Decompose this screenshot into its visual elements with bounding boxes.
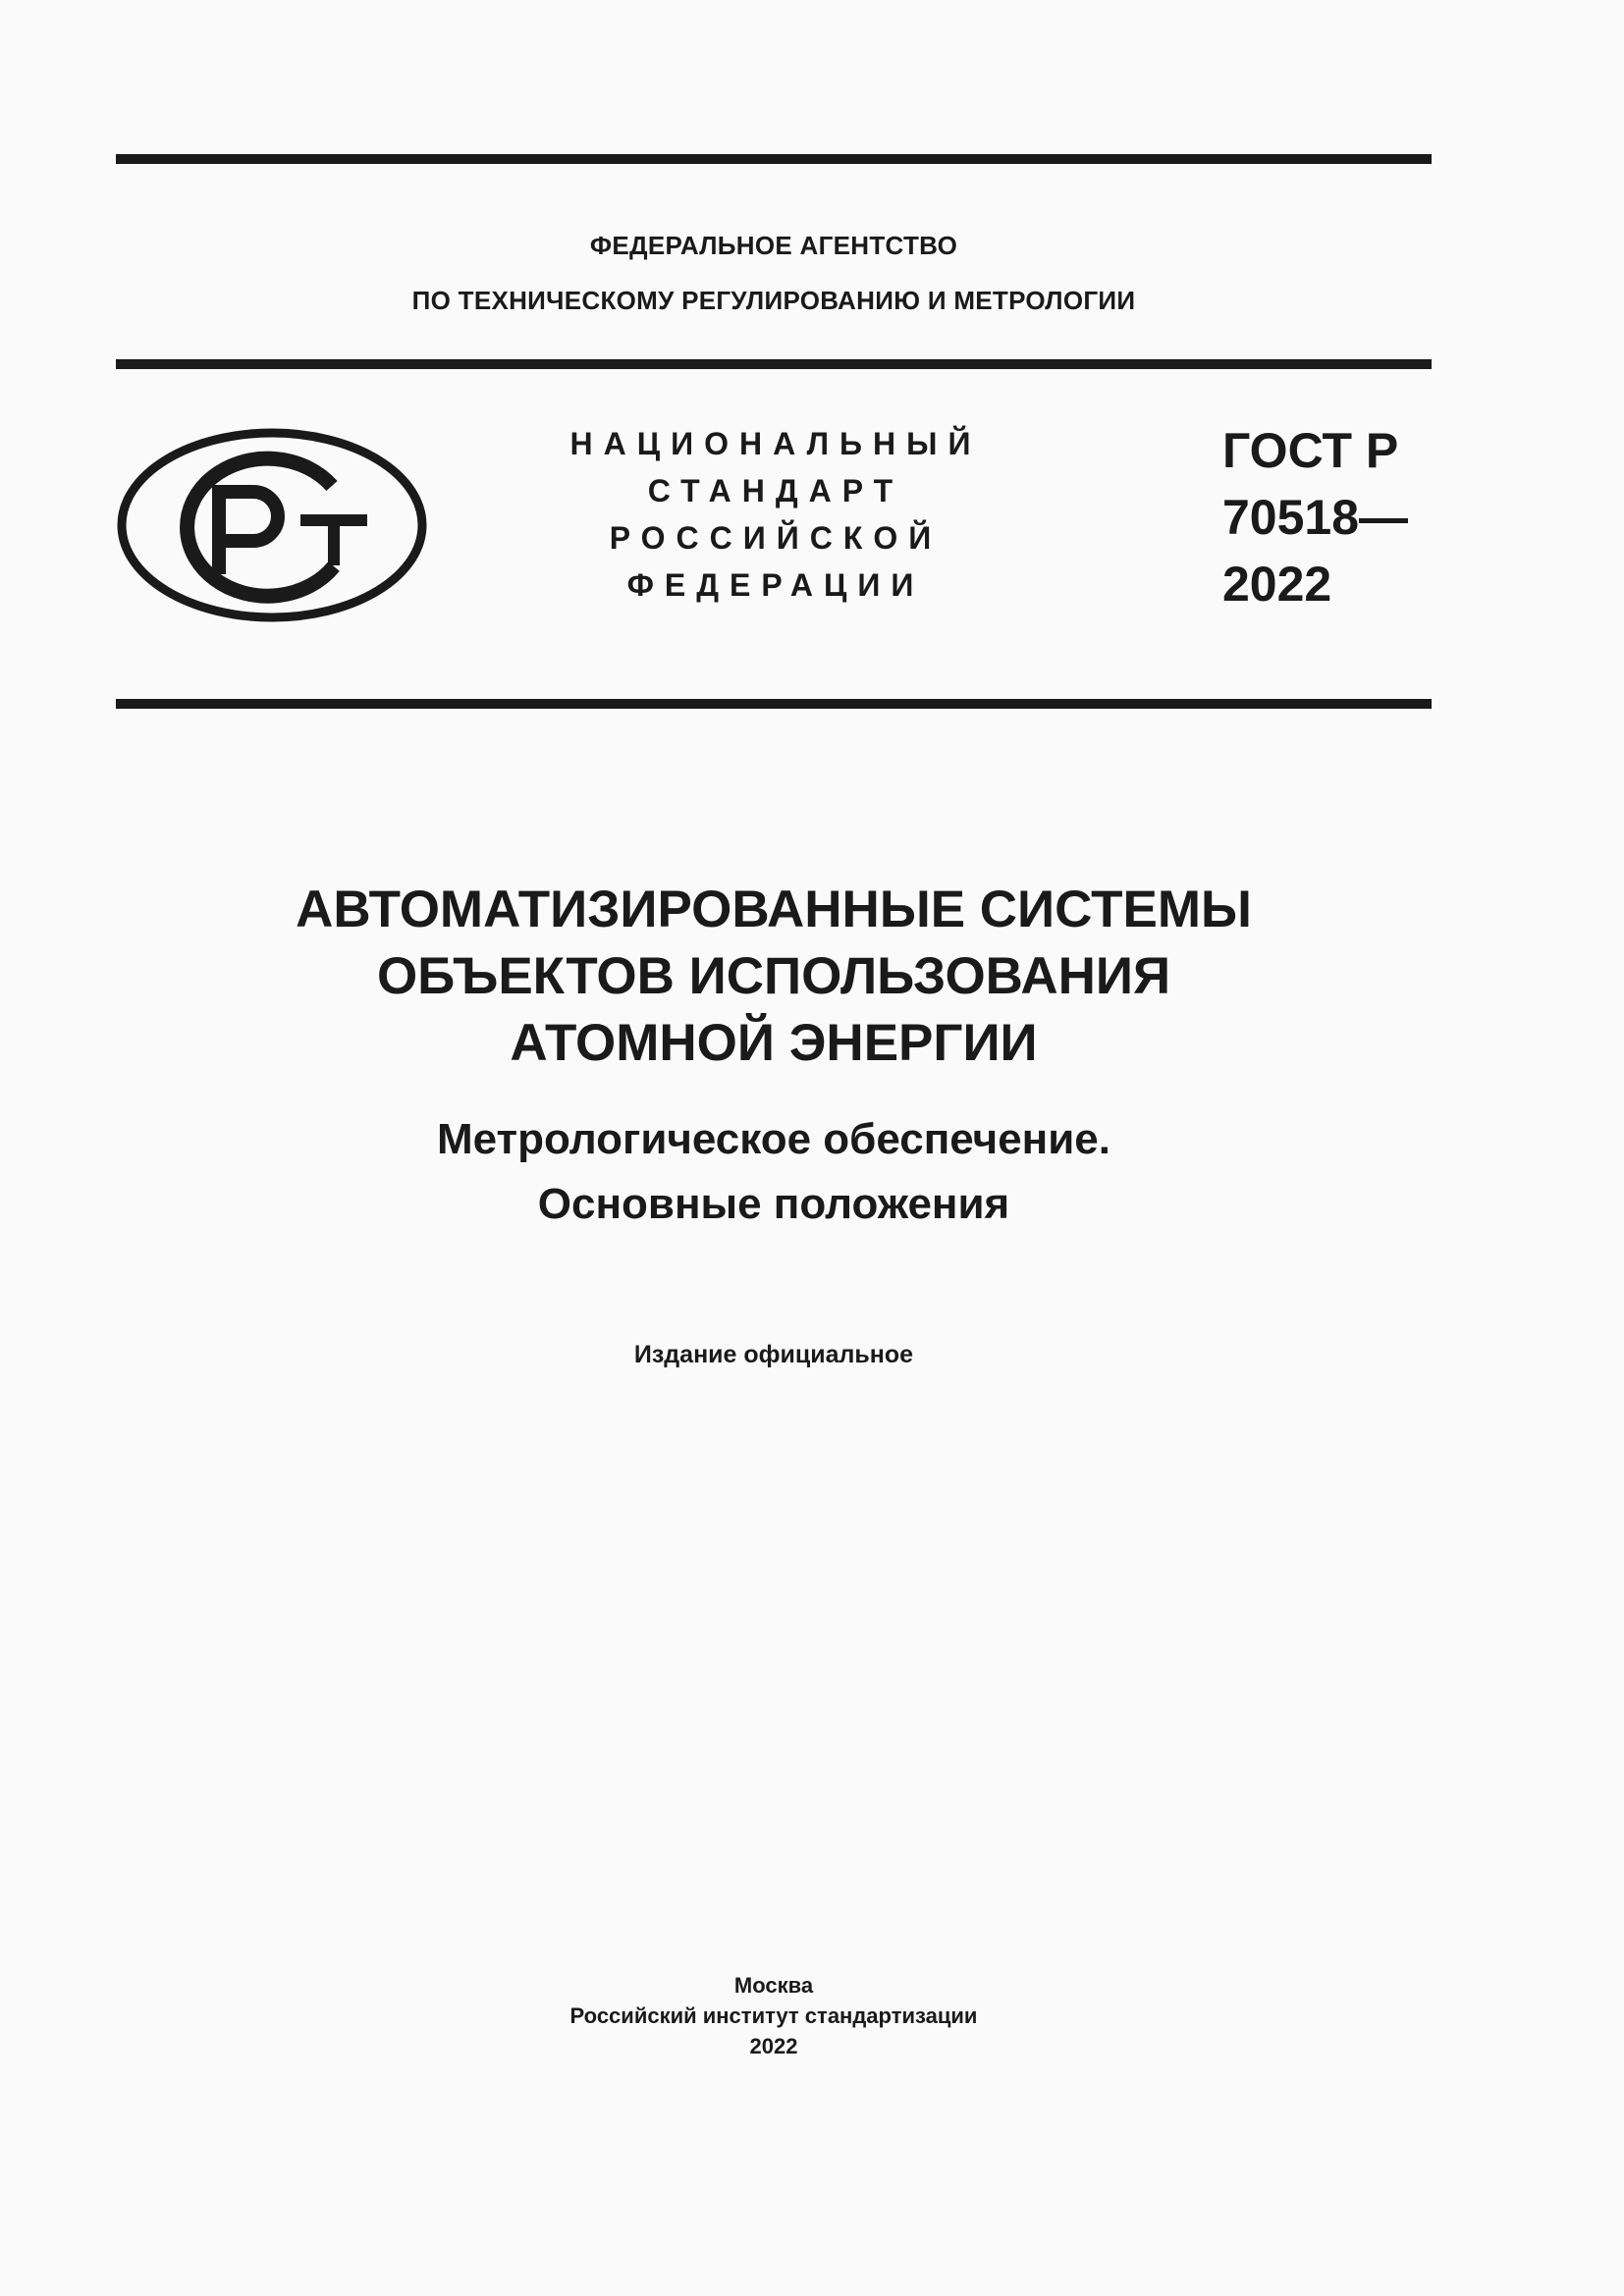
document-subtitle (116, 1107, 1432, 1237)
logo-bottom-rule (116, 699, 1432, 709)
rst-logo-icon (116, 427, 428, 623)
edition-label: Издание официальное (633, 1341, 914, 1368)
subtitle-line-1: Метрологическое обеспечение. (437, 1115, 1110, 1163)
title-line-2: ОБЪЕКТОВ ИСПОЛЬЗОВАНИЯ (376, 947, 1171, 1005)
gost-line-1: ГОСТ Р (1222, 423, 1399, 478)
agency-line-1: ФЕДЕРАЛЬНОЕ АГЕНТСТВО (589, 231, 958, 260)
national-standard-label (530, 420, 1021, 609)
imprint-publisher: Российский институт стандартизации (569, 2003, 978, 2028)
imprint (116, 1970, 1432, 2061)
gost-line-2: 70518— (1222, 490, 1409, 545)
document-title (116, 877, 1432, 1077)
top-rule (116, 154, 1432, 164)
national-standard-line-4: ФЕДЕРАЦИИ (626, 567, 925, 603)
imprint-year: 2022 (749, 2034, 798, 2058)
header-rule (116, 359, 1432, 369)
subtitle-line-2: Основные положения (537, 1180, 1010, 1228)
national-standard-line-3: РОССИЙСКОЙ (609, 520, 943, 556)
imprint-city: Москва (733, 1973, 814, 1998)
gost-designation (1222, 417, 1438, 617)
title-line-3: АТОМНОЙ ЭНЕРГИИ (510, 1014, 1038, 1072)
agency-header (116, 218, 1432, 328)
title-line-1: АВТОМАТИЗИРОВАННЫЕ СИСТЕМЫ (296, 881, 1252, 938)
national-standard-line-1: НАЦИОНАЛЬНЫЙ (569, 426, 982, 461)
gost-line-3: 2022 (1222, 557, 1332, 612)
agency-line-2: ПО ТЕХНИЧЕСКОМУ РЕГУЛИРОВАНИЮ И МЕТРОЛОГИИ (411, 286, 1136, 315)
national-standard-line-2: СТАНДАРТ (647, 473, 904, 508)
